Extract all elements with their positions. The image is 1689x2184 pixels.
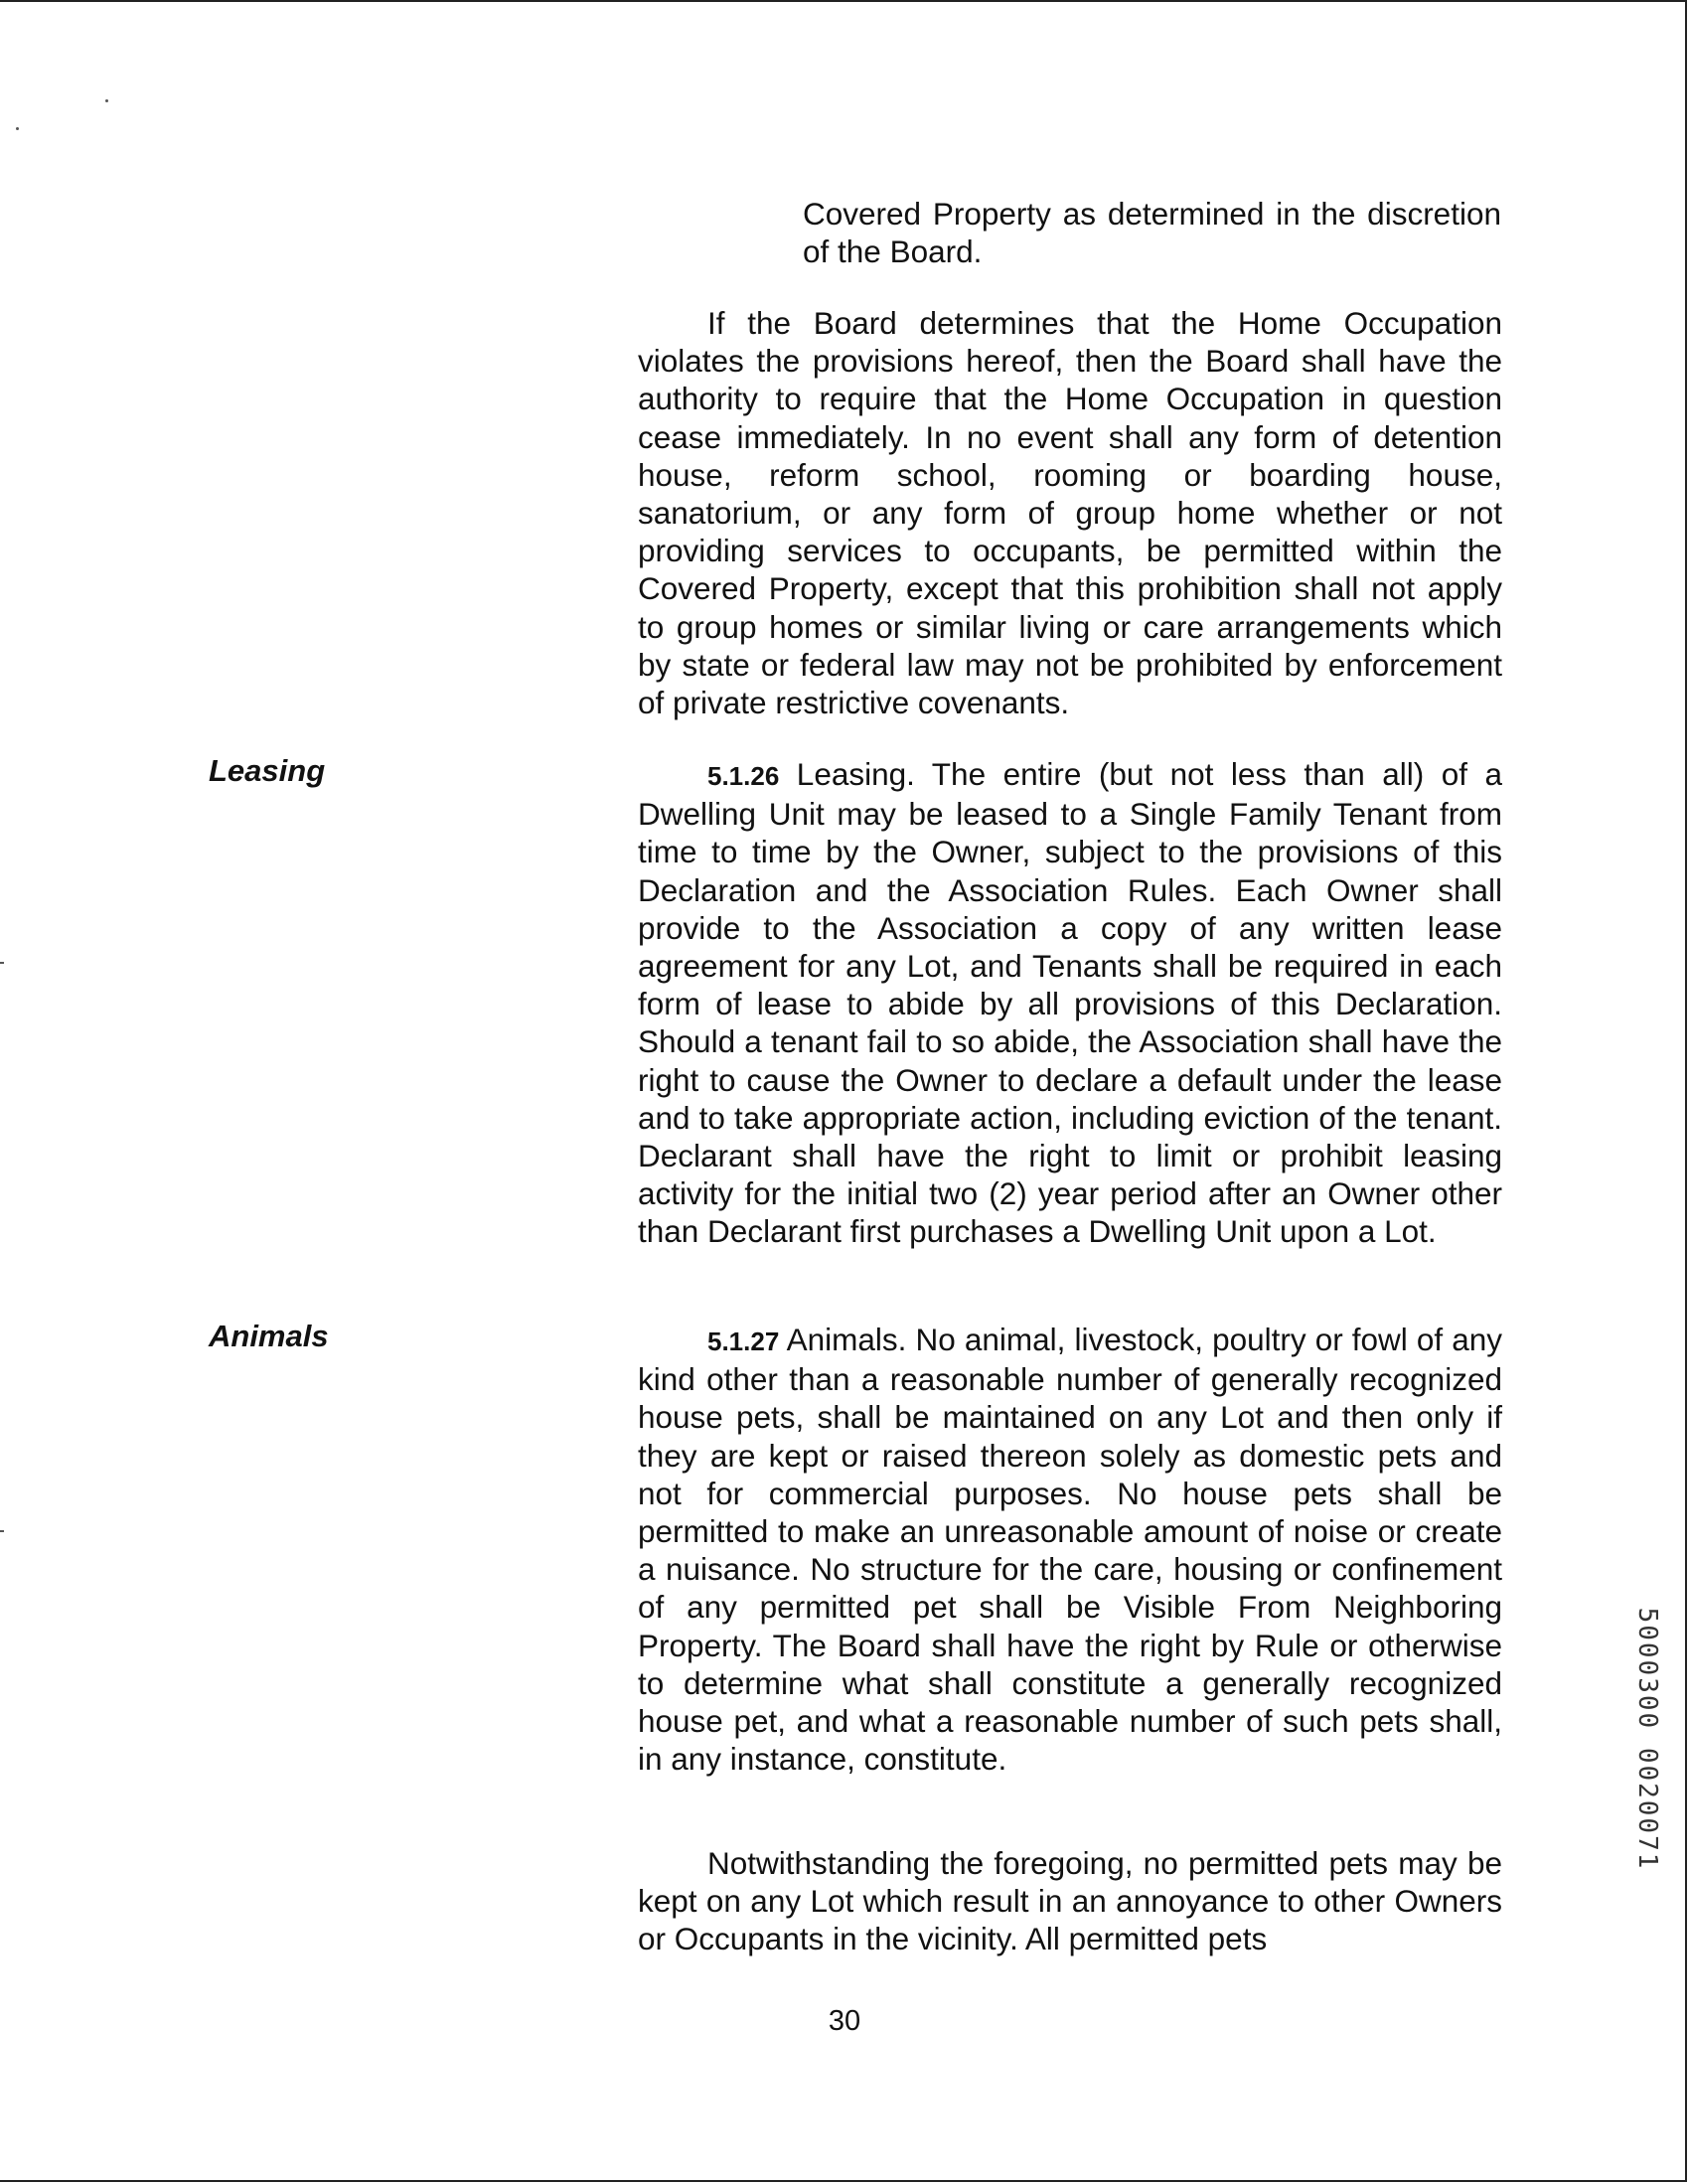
section-leasing <box>638 755 1502 1251</box>
scan-speck <box>105 99 108 102</box>
section-number: 5.1.27 <box>707 1326 780 1356</box>
heading-animals: Animals <box>209 1319 329 1353</box>
section-text: Leasing. The entire (but not less than all) of a Dwelling Unit may be leased to a Single Family Tenant from time to time by the Owner, subject to the provisions of this Declaration and the Association Rules. Each Owner shall provide to the Association a copy of any written lease agreement for any Lot, and Tenants shall be required in each form of lease to abide by all provisions of this Declaration. Should a tenant fail to so abide, the Association shall have the right to cause the Owner to declare a default under the lease and to take appropriate action, including eviction of the tenant. Declarant shall have the right to limit or prohibit leasing activity for the initial two (2) year period after an Owner other than Declarant first purchases a Dwelling Unit upon a Lot. <box>638 756 1502 1250</box>
section-animals <box>638 1321 1502 1778</box>
scan-mark <box>0 962 4 964</box>
section-number: 5.1.26 <box>707 761 780 791</box>
paragraph-home-occupation: If the Board determines that the Home Occupation violates the provisions hereof, then the Board shall have the authority to require that the Home Occupation in question cease immediately. In no event shall any form of detention house, reform school, rooming or boarding house, sanatorium, or any form of group home whether or not providing services to occupants, be permitted within the Covered Property, except that this prohibition shall not apply to group homes or similar living or care arrangements which by state or federal law may not be prohibited by enforcement of private restrictive covenants. <box>638 305 1502 721</box>
page-number: 30 <box>828 2005 861 2037</box>
section-text: Animals. No animal, livestock, poultry or fowl of any kind other than a reasonable number of generally recognized house pets, shall be maintained on any Lot and then only if they are kept or raised thereon solely as domestic pets and not for commercial purposes. No house pets shall be permitted to make an unreasonable amount of noise or create a nuisance. No structure for the care, housing or confinement of any permitted pet shall be Visible From Neighboring Property. The Board shall have the right by Rule or otherwise to determine what shall constitute a generally recognized house pet, and what a reasonable number of such pets shall, in any instance, constitute. <box>638 1322 1503 1778</box>
heading-leasing: Leasing <box>209 753 326 788</box>
document-stamp <box>1625 1600 1669 1878</box>
paragraph-continuation: Covered Property as determined in the discretion of the Board. <box>803 196 1501 270</box>
paragraph-notwithstanding: Notwithstanding the foregoing, no permitted pets may be kept on any Lot which result in an annoyance to other Owners or Occupants in the vicinity. All permitted pets <box>638 1845 1502 1957</box>
scan-mark <box>0 1530 4 1532</box>
scan-speck <box>16 127 19 130</box>
stamp-text: 5000300 0020071 <box>1632 1607 1662 1871</box>
